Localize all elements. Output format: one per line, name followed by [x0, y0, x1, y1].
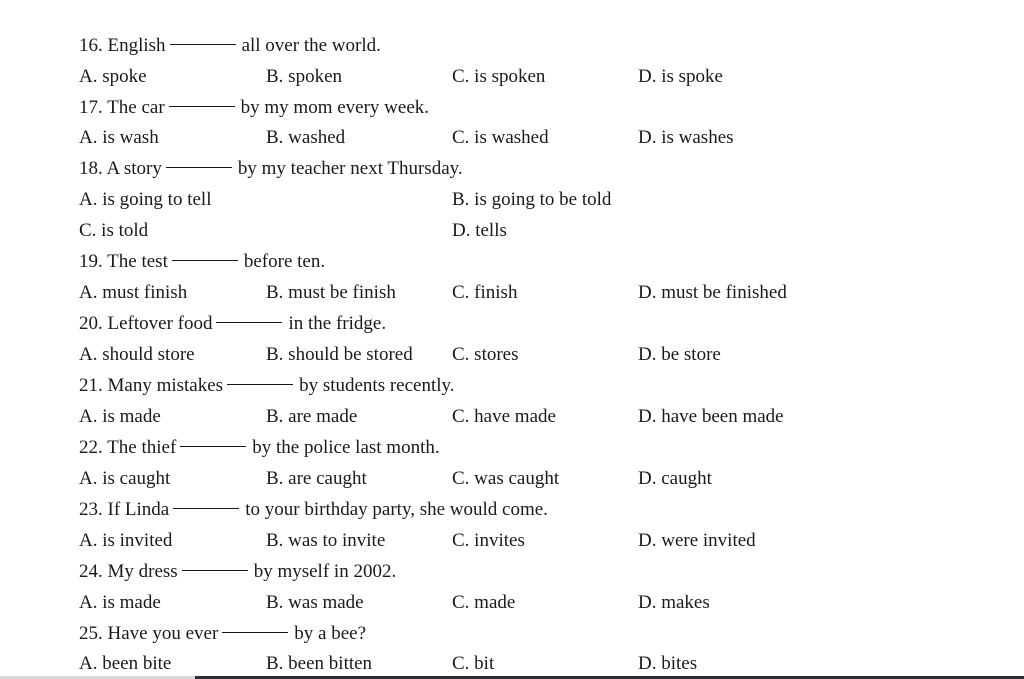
option-b: B. is going to be told — [452, 189, 612, 210]
option-a: A. is wash — [79, 127, 159, 148]
option-a: A. is caught — [79, 468, 171, 489]
option-a: A. is made — [79, 406, 161, 427]
answer-blank — [180, 445, 246, 447]
option-d: D. be store — [638, 344, 721, 365]
options-16 — [0, 61, 1024, 92]
option-d: D. were invited — [638, 530, 756, 551]
option-a: A. should store — [79, 344, 195, 365]
question-stem: 23. If Linda to your birthday party, she would come. — [79, 499, 548, 520]
question-stem: 25. Have you ever by a bee? — [79, 623, 367, 644]
answer-blank — [166, 166, 232, 168]
option-d: D. caught — [638, 468, 712, 489]
option-c: C. is told — [79, 220, 149, 241]
options-24 — [0, 587, 1024, 618]
option-c: C. bit — [452, 653, 495, 674]
answer-blank — [173, 507, 239, 509]
answer-blank — [169, 105, 235, 107]
option-a: A. must finish — [79, 282, 188, 303]
option-c: C. made — [452, 592, 516, 613]
question-23 — [0, 494, 1024, 525]
question-stem: 20. Leftover food in the fridge. — [79, 313, 387, 334]
option-c: C. was caught — [452, 468, 560, 489]
question-17 — [0, 92, 1024, 123]
question-20 — [0, 308, 1024, 339]
answer-blank — [172, 259, 238, 261]
question-22 — [0, 432, 1024, 463]
option-c: C. is washed — [452, 127, 549, 148]
options-20 — [0, 339, 1024, 370]
option-b: B. been bitten — [266, 653, 373, 674]
option-d: D. is washes — [638, 127, 734, 148]
options-23 — [0, 525, 1024, 556]
question-stem: 21. Many mistakes by students recently. — [79, 375, 455, 396]
option-b: B. must be finish — [266, 282, 396, 303]
option-c: C. invites — [452, 530, 525, 551]
option-d: D. must be finished — [638, 282, 787, 303]
option-b: B. washed — [266, 127, 346, 148]
option-a: A. is invited — [79, 530, 173, 551]
option-b: B. should be stored — [266, 344, 413, 365]
option-c: C. is spoken — [452, 66, 546, 87]
option-b: B. was made — [266, 592, 364, 613]
question-stem: 16. English all over the world. — [79, 35, 381, 56]
options-17 — [0, 122, 1024, 153]
option-a: A. is made — [79, 592, 161, 613]
option-c: C. have made — [452, 406, 556, 427]
option-a: A. is going to tell — [79, 189, 212, 210]
option-d: D. have been made — [638, 406, 784, 427]
options-18-row-1 — [0, 184, 1024, 215]
answer-blank — [227, 383, 293, 385]
option-b: B. spoken — [266, 66, 342, 87]
option-d: D. tells — [452, 220, 507, 241]
options-21 — [0, 401, 1024, 432]
option-b: B. are caught — [266, 468, 367, 489]
answer-blank — [216, 321, 282, 323]
option-d: D. is spoke — [638, 66, 723, 87]
question-stem: 22. The thief by the police last month. — [79, 437, 440, 458]
question-21 — [0, 370, 1024, 401]
question-24 — [0, 556, 1024, 587]
option-b: B. was to invite — [266, 530, 386, 551]
question-18 — [0, 153, 1024, 184]
option-d: D. makes — [638, 592, 710, 613]
options-19 — [0, 277, 1024, 308]
option-b: B. are made — [266, 406, 358, 427]
option-c: C. stores — [452, 344, 519, 365]
question-16 — [0, 30, 1024, 61]
question-25 — [0, 618, 1024, 649]
question-19 — [0, 246, 1024, 277]
option-a: A. been bite — [79, 653, 172, 674]
question-stem: 17. The car by my mom every week. — [79, 97, 430, 118]
option-a: A. spoke — [79, 66, 147, 87]
options-22 — [0, 463, 1024, 494]
answer-blank — [170, 43, 236, 45]
options-25 — [0, 648, 1024, 679]
option-d: D. bites — [638, 653, 698, 674]
question-stem: 18. A story by my teacher next Thursday. — [79, 158, 463, 179]
options-18-row-2 — [0, 215, 1024, 246]
option-c: C. finish — [452, 282, 518, 303]
question-stem: 24. My dress by myself in 2002. — [79, 561, 397, 582]
answer-blank — [182, 569, 248, 571]
answer-blank — [222, 631, 288, 633]
question-stem: 19. The test before ten. — [79, 251, 326, 272]
